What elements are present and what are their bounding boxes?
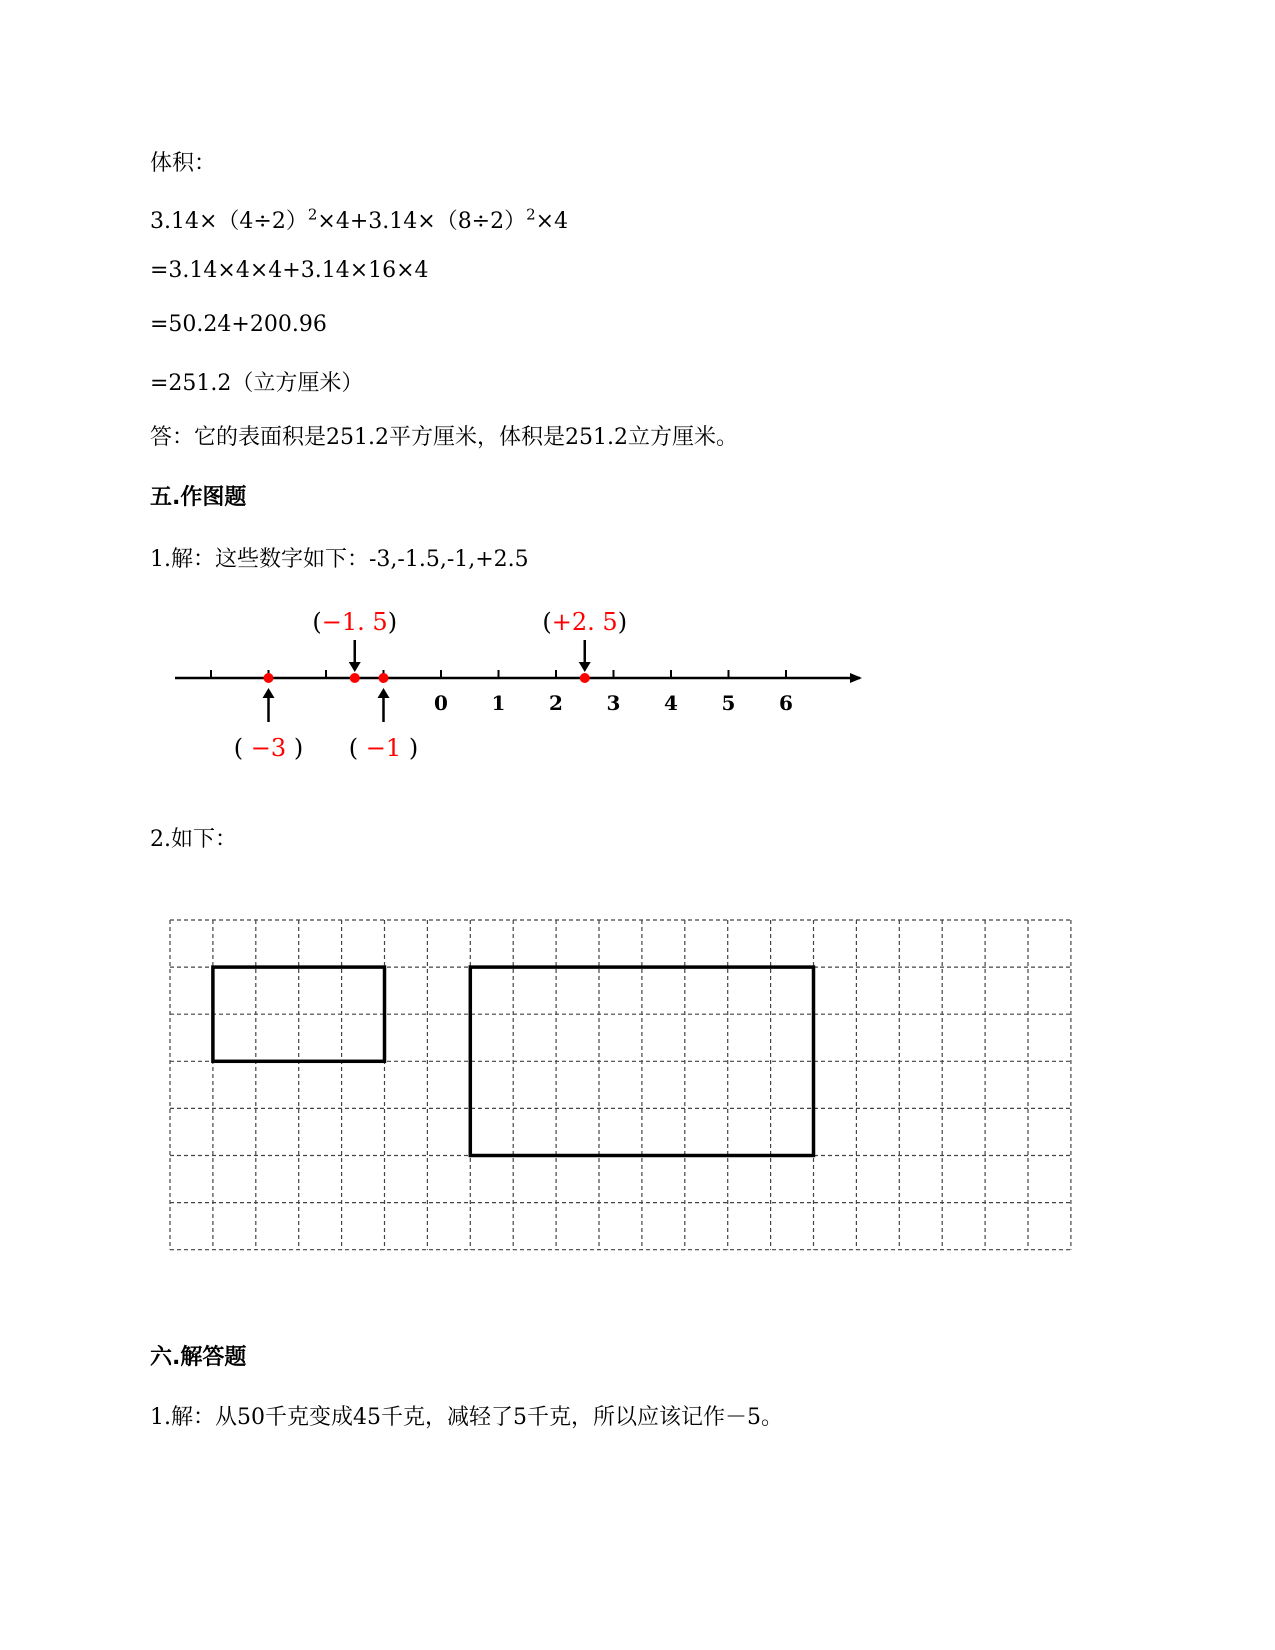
calc-step-1: =3.14×4×4+3.14×16×4 [150,258,429,283]
tick-label: 6 [779,691,793,715]
volume-formula [150,204,568,235]
calc-step-3: =251.2（立方厘米） [150,371,364,396]
question-6-1-answer: 1.解：从50千克变成45千克，减轻了5千克，所以应该记作－5。 [150,1405,783,1430]
formula-part-2: ×4+3.14×（8÷2） [317,209,527,234]
number-line-tick-labels [434,691,793,715]
formula-part-1: 3.14×（4÷2） [150,209,308,234]
tick-label: 2 [549,691,563,715]
down-arrowhead [579,662,591,672]
up-arrowhead [263,688,275,698]
number-point [350,673,360,683]
up-arrowhead [378,688,390,698]
dashed-grid [170,920,1071,1250]
number-point [379,673,389,683]
number-point [580,673,590,683]
exponent-1: 2 [307,205,318,224]
tick-label: 0 [434,691,448,715]
number-line-arrows [263,640,591,722]
tick-label: 5 [721,691,736,715]
section-5-heading: 五.作图题 [150,485,247,510]
question-2-answer: 2.如下： [150,827,237,852]
down-arrowhead [349,662,361,672]
number-point [264,673,274,683]
calc-step-2: =50.24+200.96 [150,312,327,337]
tick-label: 4 [664,691,678,715]
formula-part-3: ×4 [535,209,569,234]
point-label: ( −3 ) [233,734,304,762]
grid-figure [168,918,1088,1264]
point-label: ( −1 ) [348,734,419,762]
tick-label: 3 [606,691,621,715]
answer-text: 答：它的表面积是251.2平方厘米，体积是251.2立方厘米。 [150,425,738,450]
question-1-answer: 1.解：这些数字如下：-3,-1.5,-1,+2.5 [150,547,529,572]
number-line-point-labels [234,608,627,762]
volume-label: 体积： [150,151,217,176]
point-label: (−1. 5) [312,608,398,636]
section-6-heading: 六.解答题 [150,1345,247,1370]
number-line-figure [160,600,880,790]
tick-label: 1 [491,691,506,715]
exponent-2: 2 [526,205,536,224]
point-label: (+2. 5) [542,608,628,636]
